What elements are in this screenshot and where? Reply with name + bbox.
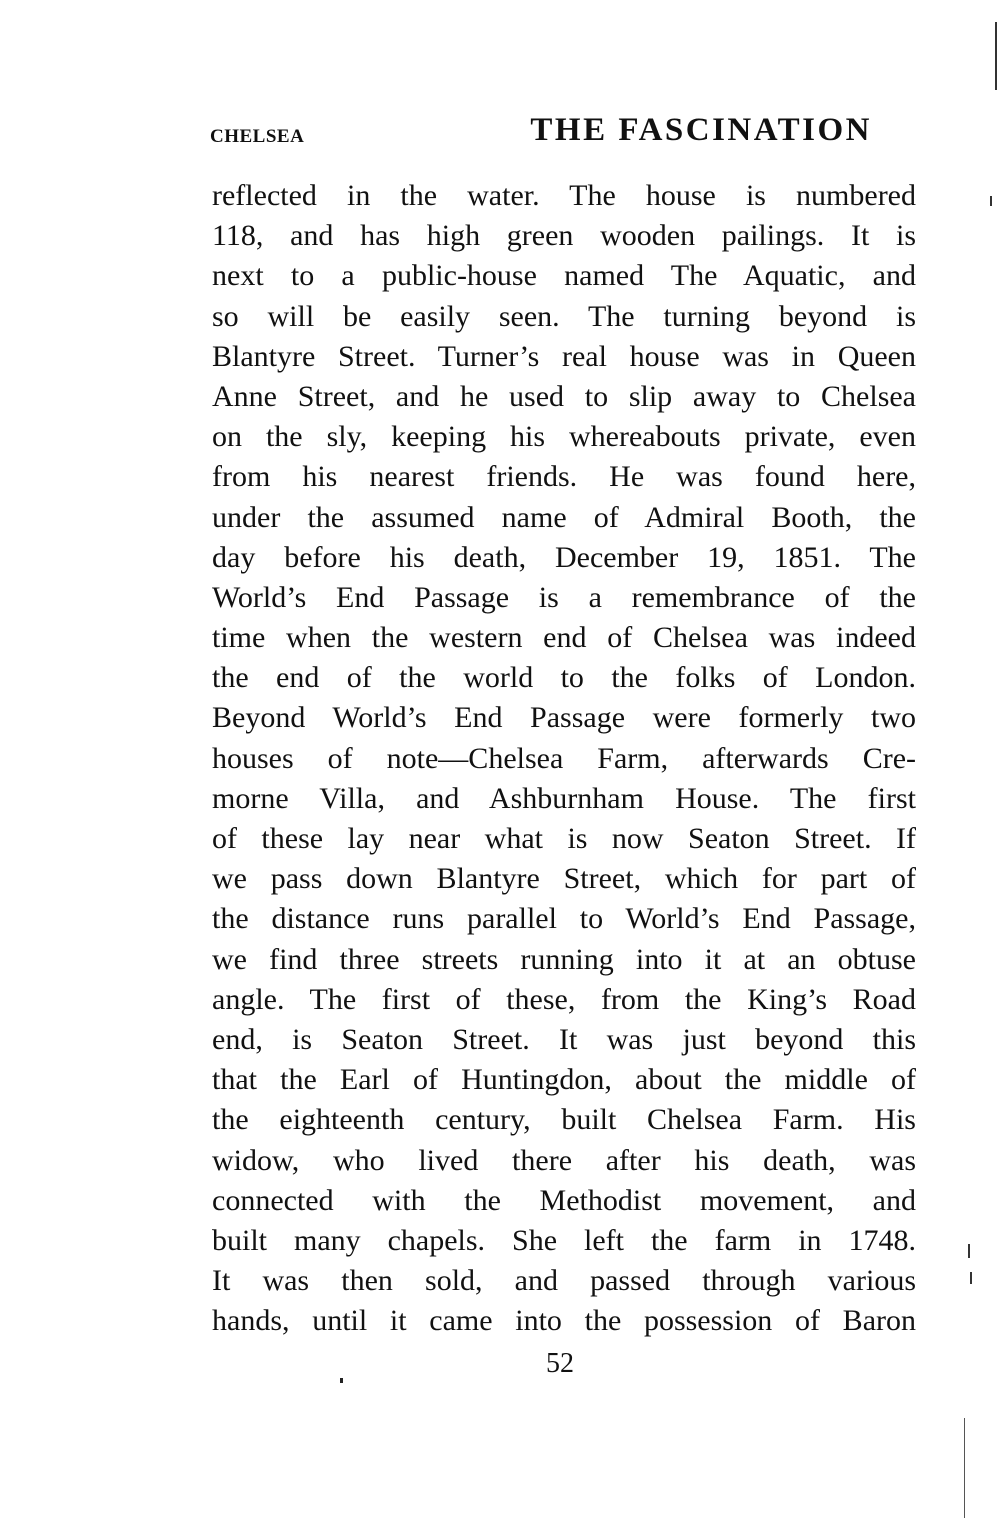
- text-line: reflected in the water. The house is numbered: [212, 179, 916, 212]
- text-line: from his nearest friends. He was found here,: [212, 460, 916, 494]
- running-head-section: CHELSEA: [210, 126, 305, 147]
- text-line: connected with the Methodist movement, and: [212, 1183, 916, 1217]
- text-line: that the Earl of Huntingdon, about the middle of: [212, 1063, 916, 1097]
- text-line: we find three streets running into it at an obtuse: [212, 942, 916, 976]
- text-line: end, is Seaton Street. It was just beyond this: [212, 1022, 916, 1056]
- text-line: Beyond World’s End Passage were formerly two: [212, 701, 916, 735]
- text-line: angle. The first of these, from the King’s Road: [212, 982, 916, 1016]
- text-line: the distance runs parallel to World’s End Passage,: [212, 902, 916, 936]
- page-number: 52: [546, 1348, 574, 1379]
- text-line: next to a public-house named The Aquatic, and: [212, 259, 916, 293]
- text-line: houses of note—Chelsea Farm, afterwards Cre-: [212, 741, 916, 775]
- running-head: [210, 112, 872, 162]
- text-line: widow, who lived there after his death, was: [212, 1143, 916, 1177]
- text-line: 118, and has high green wooden pailings. It is: [212, 219, 916, 253]
- text-line: hands, until it came into the possession of Baron: [212, 1304, 916, 1338]
- scan-edge-mark: [990, 196, 992, 206]
- scan-speck: [340, 1378, 343, 1383]
- scan-edge-mark: [968, 1244, 970, 1258]
- text-line: under the assumed name of Admiral Booth, the: [212, 500, 916, 534]
- scan-edge-mark: [970, 1272, 972, 1284]
- scan-edge-mark: [995, 22, 997, 90]
- text-line: on the sly, keeping his whereabouts private, even: [212, 420, 916, 454]
- text-line: built many chapels. She left the farm in 1748.: [212, 1223, 916, 1257]
- text-line: time when the western end of Chelsea was indeed: [212, 621, 916, 655]
- text-line: morne Villa, and Ashburnham House. The first: [212, 781, 916, 815]
- text-line: we pass down Blantyre Street, which for part of: [212, 862, 916, 896]
- running-head-title: THE FASCINATION: [530, 112, 872, 148]
- text-line: World’s End Passage is a remembrance of the: [212, 580, 916, 614]
- text-line: Blantyre Street. Turner’s real house was in Queen: [212, 339, 916, 373]
- text-line: Anne Street, and he used to slip away to Chelsea: [212, 379, 916, 413]
- body-text: [212, 176, 916, 1341]
- text-line: so will be easily seen. The turning beyond is: [212, 299, 916, 333]
- text-line: day before his death, December 19, 1851. The: [212, 540, 916, 574]
- text-line: It was then sold, and passed through various: [212, 1264, 916, 1298]
- scan-edge-mark: [964, 1418, 965, 1518]
- text-line: the eighteenth century, built Chelsea Farm. His: [212, 1103, 916, 1137]
- text-line: the end of the world to the folks of London.: [212, 661, 916, 695]
- text-line: of these lay near what is now Seaton Street. If: [212, 822, 916, 855]
